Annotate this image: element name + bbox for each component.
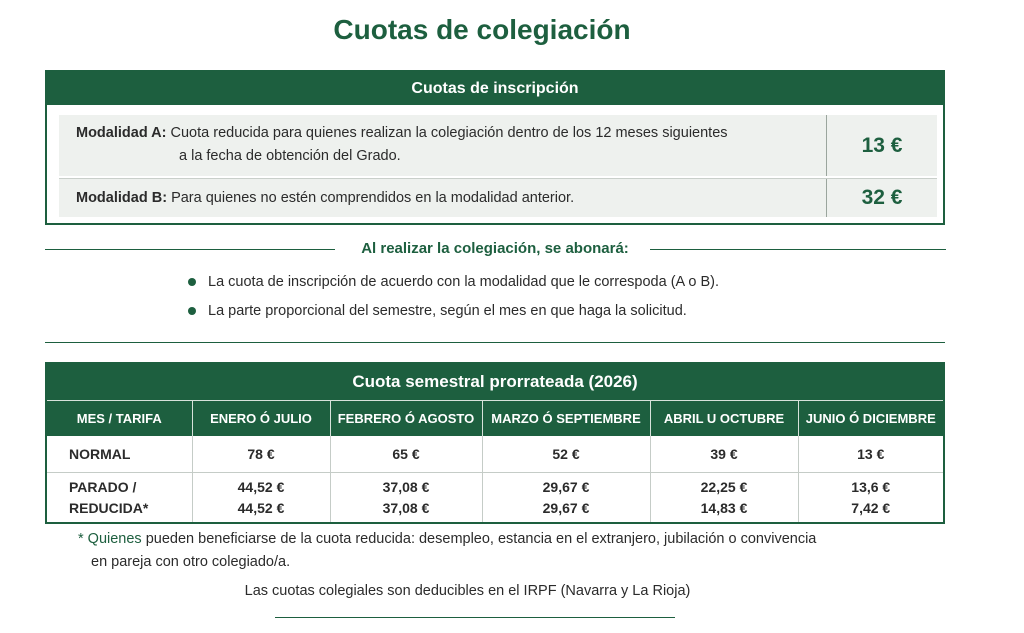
modalidad-a-desc-1: Cuota reducida para quienes realizan la colegiación dentro de los 12 meses siguientes (170, 125, 728, 141)
cell-value: 52 € (482, 436, 650, 473)
row-label-line: PARADO / (69, 479, 137, 495)
col-junio-diciembre: JUNIO Ó DICIEMBRE (798, 401, 943, 437)
cell-value-line: 29,67 € (542, 500, 590, 516)
modalidad-b-desc: Para quienes no estén comprendidos en la modalidad anterior. (171, 190, 575, 206)
cell-value (482, 473, 650, 524)
modalidad-a-desc-2: a la fecha de obtención del Grado. (179, 148, 401, 164)
col-abril-octubre: ABRIL U OCTUBRE (650, 401, 798, 437)
col-febrero-agosto: FEBRERO Ó AGOSTO (330, 401, 482, 437)
modalidad-a-label: Modalidad A: (76, 125, 167, 141)
cell-value-line: 44,52 € (237, 500, 285, 516)
table-header-row (47, 401, 943, 437)
row-label-normal: NORMAL (47, 436, 192, 473)
irpf-note: Las cuotas colegiales son deducibles en el IRPF (Navarra y La Rioja) (244, 583, 691, 599)
cell-value: 65 € (330, 436, 482, 473)
cell-value-line: 13,6 € (851, 479, 891, 495)
modalidad-b-label: Modalidad B: (76, 190, 168, 206)
footnote-line-2: en pareja con otro colegiado/a. (91, 554, 291, 570)
col-enero-julio: ENERO Ó JULIO (192, 401, 330, 437)
cell-value (192, 473, 330, 524)
cell-value-line: 37,08 € (382, 479, 430, 495)
semester-fees-box (45, 362, 945, 524)
bullet-icon (188, 307, 196, 315)
footnote (78, 528, 898, 574)
abono-heading: Al realizar la colegiación, se abonará: (361, 240, 629, 257)
footnote-marker: * Quienes (78, 531, 142, 547)
cell-value-line: 44,52 € (237, 479, 285, 495)
list-item (188, 301, 719, 330)
cell-value: 13 € (798, 436, 943, 473)
inscription-fees-header: Cuotas de inscripción (47, 72, 943, 105)
table-row (47, 473, 943, 524)
modalidad-a-price: 13 € (826, 115, 937, 176)
modalidad-a-text (76, 122, 811, 168)
semester-fees-table (47, 400, 943, 523)
cell-value: 39 € (650, 436, 798, 473)
cell-value-line: 29,67 € (542, 479, 590, 495)
cell-value (798, 473, 943, 524)
modalidad-a-row (59, 115, 937, 176)
row-label-parado (47, 473, 192, 524)
abono-item-1: La cuota de inscripción de acuerdo con la modalidad que le correspoda (A o B). (208, 274, 720, 290)
cell-value-line: 22,25 € (700, 479, 748, 495)
cell-value (650, 473, 798, 524)
modalidad-b-row (59, 178, 937, 217)
col-mes-tarifa: MES / TARIFA (47, 401, 192, 437)
row-label-line: REDUCIDA* (69, 500, 149, 516)
cell-value (330, 473, 482, 524)
cell-value: 78 € (192, 436, 330, 473)
semester-fees-header: Cuota semestral prorrateada (2026) (47, 364, 943, 400)
modalidad-b-text (76, 187, 811, 210)
inscription-fees-box (45, 70, 945, 225)
footnote-line-1: pueden beneficiarse de la cuota reducida: desempleo, estancia en el extranjero, jubilación o convivencia (145, 531, 817, 547)
cell-value-line: 7,42 € (851, 500, 891, 516)
list-item (188, 272, 719, 301)
col-marzo-septiembre: MARZO Ó SEPTIEMBRE (482, 401, 650, 437)
divider-full (45, 342, 945, 343)
bottom-divider (275, 617, 675, 618)
abono-list (188, 272, 719, 330)
cell-value-line: 14,83 € (700, 500, 748, 516)
page-title: Cuotas de colegiación (333, 14, 631, 45)
divider-right (650, 249, 946, 250)
abono-item-2: La parte proporcional del semestre, según el mes en que haga la solicitud. (208, 303, 687, 319)
cell-value-line: 37,08 € (382, 500, 430, 516)
bullet-icon (188, 278, 196, 286)
table-row (47, 436, 943, 473)
modalidad-b-price: 32 € (826, 179, 937, 217)
